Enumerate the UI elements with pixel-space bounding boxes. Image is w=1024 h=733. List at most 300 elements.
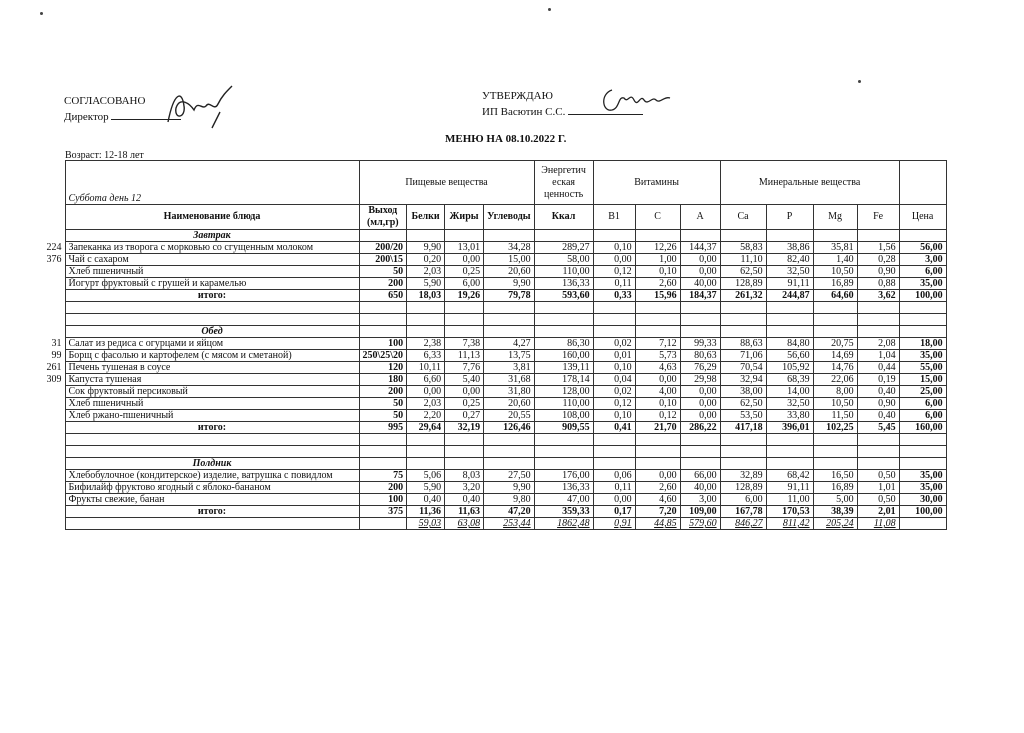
value-out: 100 — [359, 494, 407, 506]
value-p: 91,11 — [766, 482, 813, 494]
value-u: 15,00 — [484, 254, 535, 266]
value-fe: 0,28 — [857, 254, 899, 266]
row-number — [29, 386, 65, 398]
value-c: 7,12 — [635, 338, 680, 350]
value-k: 108,00 — [534, 410, 593, 422]
total-mg: 64,60 — [813, 290, 857, 302]
value-mg: 10,50 — [813, 398, 857, 410]
value-u: 9,90 — [484, 278, 535, 290]
value-out: 120 — [359, 362, 407, 374]
header-food: Пищевые вещества — [359, 161, 534, 205]
dish-name: Капуста тушеная — [65, 374, 359, 386]
empty-cell — [680, 326, 720, 338]
value-ca: 38,00 — [720, 386, 766, 398]
value-u: 3,81 — [484, 362, 535, 374]
header-energy: Энергетич еская ценность — [534, 161, 593, 205]
row-number — [29, 422, 65, 434]
section-row — [29, 230, 946, 242]
empty-cell — [720, 326, 766, 338]
value-f: 0,00 — [445, 254, 484, 266]
header-a: A — [680, 205, 720, 230]
total-out: 375 — [359, 506, 407, 518]
row-number: 31 — [51, 338, 62, 349]
director-signature — [160, 82, 240, 130]
row-number — [29, 314, 65, 326]
value-f: 0,40 — [445, 494, 484, 506]
value-c: 4,60 — [635, 494, 680, 506]
total-label: итого: — [65, 290, 359, 302]
empty-cell — [899, 302, 946, 314]
grand-total-c: 44,85 — [635, 518, 680, 530]
value-fe: 0,44 — [857, 362, 899, 374]
value-a: 0,00 — [680, 398, 720, 410]
value-fe: 1,01 — [857, 482, 899, 494]
value-k: 128,00 — [534, 386, 593, 398]
empty-cell — [407, 458, 445, 470]
dish-name: Запеканка из творога с морковью со сгущенным молоком — [65, 242, 359, 254]
total-c: 21,70 — [635, 422, 680, 434]
section-title: Обед — [65, 326, 359, 338]
empty-cell — [813, 434, 857, 446]
header-c: C — [635, 205, 680, 230]
empty-cell — [534, 302, 593, 314]
value-k: 136,33 — [534, 278, 593, 290]
empty-cell — [635, 434, 680, 446]
empty-cell — [593, 434, 635, 446]
value-a: 0,00 — [680, 386, 720, 398]
empty-cell — [407, 446, 445, 458]
empty-cell — [857, 434, 899, 446]
value-p: 68,42 — [766, 470, 813, 482]
total-b1: 0,41 — [593, 422, 635, 434]
value-price: 15,00 — [899, 374, 946, 386]
empty-cell — [766, 326, 813, 338]
approver-name: ИП Васютин С.С. — [482, 106, 566, 118]
value-b1: 0,12 — [593, 398, 635, 410]
empty-cell — [680, 302, 720, 314]
section-row — [29, 458, 946, 470]
value-out: 50 — [359, 410, 407, 422]
value-mg: 14,69 — [813, 350, 857, 362]
value-k: 110,00 — [534, 266, 593, 278]
empty-cell — [857, 326, 899, 338]
value-k: 136,33 — [534, 482, 593, 494]
value-price: 6,00 — [899, 398, 946, 410]
value-price: 56,00 — [899, 242, 946, 254]
value-p: 84,80 — [766, 338, 813, 350]
empty-cell — [593, 326, 635, 338]
value-c: 4,00 — [635, 386, 680, 398]
value-fe: 0,90 — [857, 398, 899, 410]
total-a: 184,37 — [680, 290, 720, 302]
empty-cell — [720, 314, 766, 326]
value-out: 50 — [359, 266, 407, 278]
value-out: 50 — [359, 398, 407, 410]
empty-cell — [720, 230, 766, 242]
empty-cell — [484, 446, 535, 458]
value-u: 27,50 — [484, 470, 535, 482]
table-row — [29, 386, 946, 398]
empty-cell — [635, 302, 680, 314]
value-u: 20,60 — [484, 398, 535, 410]
value-f: 11,13 — [445, 350, 484, 362]
empty-cell — [593, 302, 635, 314]
total-ca: 261,32 — [720, 290, 766, 302]
empty-cell — [65, 518, 359, 530]
value-price: 6,00 — [899, 266, 946, 278]
empty-cell — [593, 446, 635, 458]
value-b1: 0,04 — [593, 374, 635, 386]
empty-cell — [407, 434, 445, 446]
total-k: 593,60 — [534, 290, 593, 302]
total-price: 160,00 — [899, 422, 946, 434]
empty-cell — [766, 302, 813, 314]
spacer-row — [29, 314, 946, 326]
day-label: Суббота день 12 — [65, 161, 359, 205]
row-number: 99 — [51, 350, 62, 361]
empty-cell — [899, 326, 946, 338]
dish-name: Печень тушеная в соусе — [65, 362, 359, 374]
grand-total-row — [29, 518, 946, 530]
value-b: 0,20 — [407, 254, 445, 266]
table-row — [29, 254, 946, 266]
grand-total-k: 1862,48 — [534, 518, 593, 530]
value-a: 29,98 — [680, 374, 720, 386]
empty-cell — [359, 314, 407, 326]
value-k: 47,00 — [534, 494, 593, 506]
empty-cell — [484, 302, 535, 314]
empty-cell — [534, 458, 593, 470]
total-row — [29, 422, 946, 434]
value-ca: 32,89 — [720, 470, 766, 482]
value-p: 56,60 — [766, 350, 813, 362]
empty-cell — [635, 230, 680, 242]
row-number — [29, 410, 65, 422]
empty-cell — [484, 326, 535, 338]
total-p: 396,01 — [766, 422, 813, 434]
value-fe: 0,50 — [857, 494, 899, 506]
value-b1: 0,06 — [593, 470, 635, 482]
value-out: 200/20 — [359, 242, 407, 254]
empty-cell — [766, 314, 813, 326]
total-fe: 3,62 — [857, 290, 899, 302]
value-mg: 16,50 — [813, 470, 857, 482]
value-k: 160,00 — [534, 350, 593, 362]
empty-cell — [813, 314, 857, 326]
grand-total-mg: 205,24 — [813, 518, 857, 530]
empty-cell — [720, 434, 766, 446]
row-number — [29, 458, 65, 470]
empty-cell — [813, 458, 857, 470]
empty-cell — [857, 458, 899, 470]
value-price: 35,00 — [899, 482, 946, 494]
empty-cell — [813, 326, 857, 338]
empty-cell — [813, 446, 857, 458]
value-b: 2,20 — [407, 410, 445, 422]
value-fe: 0,90 — [857, 266, 899, 278]
empty-cell — [593, 458, 635, 470]
header-fats: Жиры — [445, 205, 484, 230]
value-f: 7,76 — [445, 362, 484, 374]
empty-cell — [359, 434, 407, 446]
value-out: 200 — [359, 482, 407, 494]
value-mg: 1,40 — [813, 254, 857, 266]
value-b: 9,90 — [407, 242, 445, 254]
value-fe: 1,04 — [857, 350, 899, 362]
empty-cell — [720, 446, 766, 458]
empty-cell — [359, 446, 407, 458]
dish-name: Хлеб ржано-пшеничный — [65, 410, 359, 422]
value-c: 0,12 — [635, 410, 680, 422]
value-price: 35,00 — [899, 278, 946, 290]
table-row — [29, 266, 946, 278]
value-a: 80,63 — [680, 350, 720, 362]
header-fe: Fe — [857, 205, 899, 230]
empty-cell — [445, 434, 484, 446]
value-p: 68,39 — [766, 374, 813, 386]
empty-cell — [899, 230, 946, 242]
value-f: 7,38 — [445, 338, 484, 350]
value-ca: 71,06 — [720, 350, 766, 362]
value-ca: 128,89 — [720, 278, 766, 290]
value-b: 5,06 — [407, 470, 445, 482]
approver-signature — [598, 82, 678, 118]
total-u: 79,78 — [484, 290, 535, 302]
value-fe: 2,08 — [857, 338, 899, 350]
table-row — [29, 482, 946, 494]
row-number: 376 — [46, 254, 62, 265]
dish-name: Хлеб пшеничный — [65, 266, 359, 278]
grand-total-b1: 0,91 — [593, 518, 635, 530]
value-out: 75 — [359, 470, 407, 482]
empty-cell — [534, 314, 593, 326]
empty-cell — [680, 230, 720, 242]
value-a: 40,00 — [680, 482, 720, 494]
section-title: Полдник — [65, 458, 359, 470]
header-kcal: Ккал — [534, 205, 593, 230]
value-b: 2,03 — [407, 398, 445, 410]
grand-total-fe: 11,08 — [857, 518, 899, 530]
row-number — [29, 494, 65, 506]
empty-cell — [680, 434, 720, 446]
value-mg: 16,89 — [813, 278, 857, 290]
value-k: 58,00 — [534, 254, 593, 266]
spacer-row — [29, 434, 946, 446]
value-c: 1,00 — [635, 254, 680, 266]
value-b1: 0,00 — [593, 254, 635, 266]
value-a: 40,00 — [680, 278, 720, 290]
total-row — [29, 290, 946, 302]
value-a: 0,00 — [680, 410, 720, 422]
empty-cell — [857, 230, 899, 242]
value-b1: 0,10 — [593, 362, 635, 374]
spacer-row — [29, 446, 946, 458]
table-row — [29, 350, 946, 362]
value-b: 5,90 — [407, 278, 445, 290]
value-ca: 88,63 — [720, 338, 766, 350]
value-c: 12,26 — [635, 242, 680, 254]
value-price: 3,00 — [899, 254, 946, 266]
value-ca: 32,94 — [720, 374, 766, 386]
value-ca: 70,54 — [720, 362, 766, 374]
value-c: 4,63 — [635, 362, 680, 374]
value-k: 86,30 — [534, 338, 593, 350]
value-f: 3,20 — [445, 482, 484, 494]
empty-cell — [635, 326, 680, 338]
empty-cell — [65, 446, 359, 458]
value-c: 0,10 — [635, 266, 680, 278]
value-ca: 58,83 — [720, 242, 766, 254]
row-number — [29, 230, 65, 242]
table-row — [29, 398, 946, 410]
row-number — [29, 470, 65, 482]
value-b1: 0,10 — [593, 242, 635, 254]
header-proteins: Белки — [407, 205, 445, 230]
section-row — [29, 326, 946, 338]
value-mg: 10,50 — [813, 266, 857, 278]
value-c: 0,00 — [635, 374, 680, 386]
value-ca: 6,00 — [720, 494, 766, 506]
empty-cell — [407, 230, 445, 242]
value-ca: 53,50 — [720, 410, 766, 422]
empty-cell — [359, 302, 407, 314]
empty-cell — [857, 314, 899, 326]
empty-cell — [359, 458, 407, 470]
value-k: 139,11 — [534, 362, 593, 374]
value-a: 3,00 — [680, 494, 720, 506]
empty-cell — [484, 458, 535, 470]
value-c: 5,73 — [635, 350, 680, 362]
total-mg: 102,25 — [813, 422, 857, 434]
total-fe: 5,45 — [857, 422, 899, 434]
value-b: 10,11 — [407, 362, 445, 374]
spacer-row — [29, 302, 946, 314]
header-p: P — [766, 205, 813, 230]
total-price: 100,00 — [899, 506, 946, 518]
empty-cell — [445, 230, 484, 242]
value-u: 34,28 — [484, 242, 535, 254]
empty-cell — [813, 302, 857, 314]
empty-cell — [359, 518, 407, 530]
total-k: 359,33 — [534, 506, 593, 518]
grand-total-ca: 846,27 — [720, 518, 766, 530]
row-number — [29, 302, 65, 314]
empty-cell — [407, 326, 445, 338]
value-u: 20,60 — [484, 266, 535, 278]
value-b: 0,40 — [407, 494, 445, 506]
row-number — [29, 482, 65, 494]
value-price: 30,00 — [899, 494, 946, 506]
value-out: 180 — [359, 374, 407, 386]
empty-cell — [359, 230, 407, 242]
total-b: 11,36 — [407, 506, 445, 518]
total-fe: 2,01 — [857, 506, 899, 518]
empty-cell — [635, 314, 680, 326]
value-mg: 8,00 — [813, 386, 857, 398]
value-p: 38,86 — [766, 242, 813, 254]
value-f: 0,27 — [445, 410, 484, 422]
row-number — [29, 506, 65, 518]
row-number — [29, 326, 65, 338]
approve-label: УТВЕРЖДАЮ — [482, 90, 553, 102]
empty-cell — [766, 434, 813, 446]
value-k: 176,00 — [534, 470, 593, 482]
dish-name: Салат из редиса с огурцами и яйцом — [65, 338, 359, 350]
total-b: 29,64 — [407, 422, 445, 434]
value-a: 66,00 — [680, 470, 720, 482]
empty-cell — [407, 302, 445, 314]
value-price: 35,00 — [899, 470, 946, 482]
value-p: 14,00 — [766, 386, 813, 398]
value-mg: 11,50 — [813, 410, 857, 422]
value-p: 105,92 — [766, 362, 813, 374]
value-b1: 0,11 — [593, 278, 635, 290]
empty-cell — [534, 434, 593, 446]
empty-cell — [720, 302, 766, 314]
value-u: 13,75 — [484, 350, 535, 362]
row-number — [29, 518, 65, 530]
grand-total-u: 253,44 — [484, 518, 535, 530]
value-b1: 0,02 — [593, 338, 635, 350]
total-p: 244,87 — [766, 290, 813, 302]
value-p: 11,00 — [766, 494, 813, 506]
row-number — [29, 266, 65, 278]
empty-cell — [813, 230, 857, 242]
header-mg: Mg — [813, 205, 857, 230]
table-row — [29, 242, 946, 254]
empty-cell — [680, 458, 720, 470]
empty-cell — [407, 314, 445, 326]
value-p: 32,50 — [766, 266, 813, 278]
total-b1: 0,33 — [593, 290, 635, 302]
value-k: 178,14 — [534, 374, 593, 386]
value-b: 6,60 — [407, 374, 445, 386]
value-b: 5,90 — [407, 482, 445, 494]
empty-cell — [635, 458, 680, 470]
value-b: 2,03 — [407, 266, 445, 278]
dish-name: Чай с сахаром — [65, 254, 359, 266]
empty-cell — [65, 434, 359, 446]
total-u: 47,20 — [484, 506, 535, 518]
empty-cell — [899, 446, 946, 458]
value-c: 0,10 — [635, 398, 680, 410]
value-b1: 0,10 — [593, 410, 635, 422]
value-a: 99,33 — [680, 338, 720, 350]
empty-cell — [65, 302, 359, 314]
row-number — [29, 446, 65, 458]
value-price: 18,00 — [899, 338, 946, 350]
total-out: 650 — [359, 290, 407, 302]
grand-total-p: 811,42 — [766, 518, 813, 530]
value-out: 100 — [359, 338, 407, 350]
header-minerals: Минеральные вещества — [720, 161, 899, 205]
value-b1: 0,12 — [593, 266, 635, 278]
empty-cell — [899, 434, 946, 446]
header-output: Выход (мл,гр) — [359, 205, 407, 230]
empty-cell — [899, 518, 946, 530]
header-vitamins: Витамины — [593, 161, 720, 205]
table-row — [29, 362, 946, 374]
empty-cell — [720, 458, 766, 470]
value-fe: 0,40 — [857, 386, 899, 398]
value-f: 0,25 — [445, 398, 484, 410]
table-row — [29, 494, 946, 506]
empty-cell — [484, 434, 535, 446]
table-row — [29, 410, 946, 422]
empty-cell — [593, 314, 635, 326]
empty-cell — [445, 446, 484, 458]
dish-name: Борщ с фасолью и картофелем (с мясом и сметаной) — [65, 350, 359, 362]
